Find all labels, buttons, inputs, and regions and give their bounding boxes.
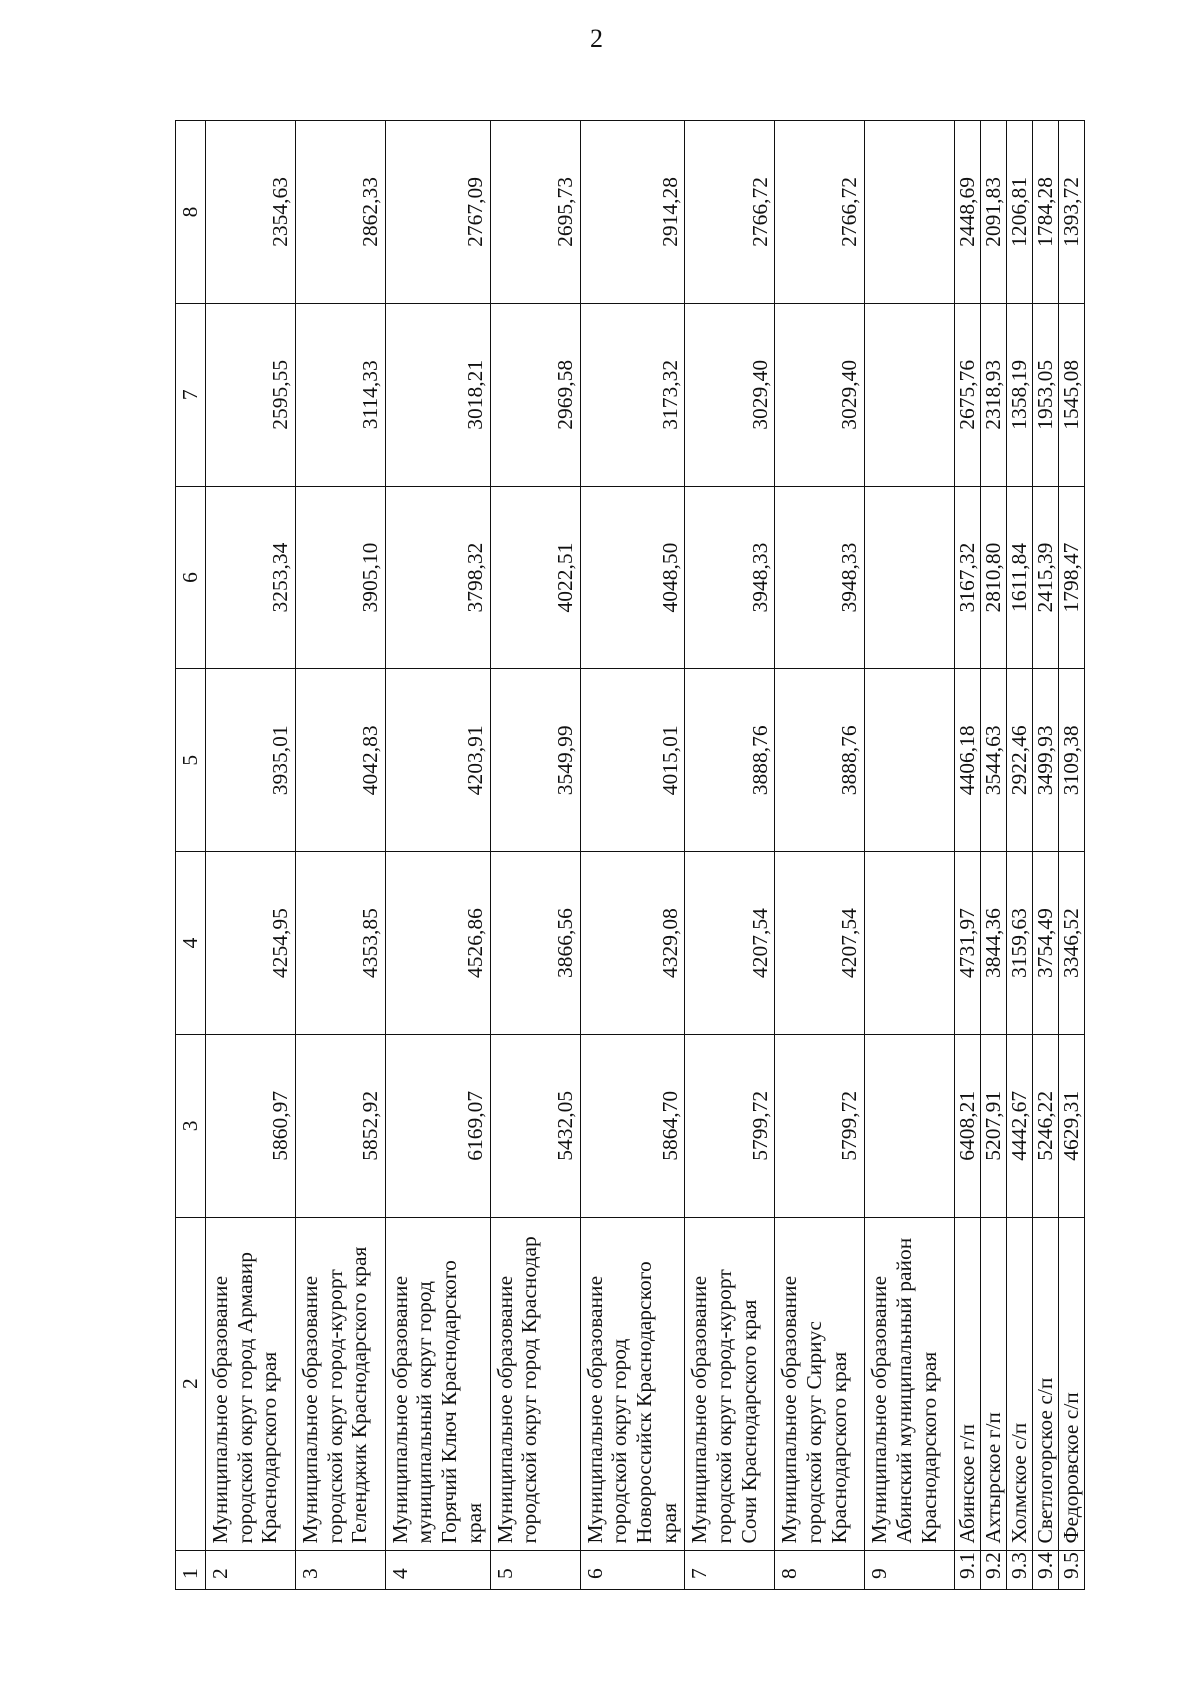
row-number-cell: 3	[295, 1550, 385, 1589]
row-number-cell: 4	[385, 1550, 490, 1589]
row-number-cell: 5	[490, 1550, 580, 1589]
value-cell	[865, 852, 955, 1035]
row-number-cell: 9	[865, 1550, 955, 1589]
table-row	[685, 121, 775, 1590]
table-header-row	[176, 121, 206, 1590]
municipality-name-cell: Муниципальное образование городской округ город-курорт Геленджик Краснодарского края	[295, 1217, 385, 1550]
municipality-name-cell: Муниципальное образование городской округ город-курорт Сочи Краснодарского края	[685, 1217, 775, 1550]
value-cell: 5432,05	[490, 1034, 580, 1217]
value-cell: 1545,08	[1058, 303, 1084, 486]
value-cell: 4203,91	[385, 669, 490, 852]
tariff-table-container	[175, 120, 1085, 1590]
value-cell: 4015,01	[580, 669, 685, 852]
table-row	[775, 121, 865, 1590]
value-cell: 3948,33	[775, 486, 865, 669]
value-cell: 4207,54	[685, 852, 775, 1035]
value-cell: 3029,40	[685, 303, 775, 486]
value-cell: 2767,09	[385, 121, 490, 304]
table-row	[206, 121, 296, 1590]
row-number-cell: 7	[685, 1550, 775, 1589]
value-cell: 2595,55	[206, 303, 296, 486]
value-cell: 6169,07	[385, 1034, 490, 1217]
table-row	[1058, 121, 1084, 1590]
value-cell: 2448,69	[955, 121, 981, 304]
value-cell: 3253,34	[206, 486, 296, 669]
value-cell: 3549,99	[490, 669, 580, 852]
value-cell: 5207,91	[981, 1034, 1007, 1217]
row-number-cell: 9.5	[1058, 1550, 1084, 1589]
value-cell: 3798,32	[385, 486, 490, 669]
value-cell: 4353,85	[295, 852, 385, 1035]
row-number-cell: 9.2	[981, 1550, 1007, 1589]
value-cell: 2766,72	[775, 121, 865, 304]
page-number: 2	[590, 24, 603, 53]
value-cell: 3754,49	[1032, 852, 1058, 1035]
value-cell: 2766,72	[685, 121, 775, 304]
column-header: 3	[176, 1034, 206, 1217]
value-cell: 2914,28	[580, 121, 685, 304]
table-row	[1007, 121, 1033, 1590]
municipality-name-cell: Абинское г/п	[955, 1217, 981, 1550]
value-cell: 3167,32	[955, 486, 981, 669]
value-cell: 3844,36	[981, 852, 1007, 1035]
value-cell: 5864,70	[580, 1034, 685, 1217]
value-cell: 1358,19	[1007, 303, 1033, 486]
value-cell	[865, 486, 955, 669]
value-cell: 4254,95	[206, 852, 296, 1035]
municipality-name-cell: Муниципальное образование городской округ город Армавир Краснодарского края	[206, 1217, 296, 1550]
municipality-name-cell: Ахтырское г/п	[981, 1217, 1007, 1550]
table-row	[1032, 121, 1058, 1590]
row-number-cell: 9.3	[1007, 1550, 1033, 1589]
value-cell: 2318,93	[981, 303, 1007, 486]
municipality-name-cell: Муниципальное образование городской округ город Краснодар	[490, 1217, 580, 1550]
row-number-cell: 8	[775, 1550, 865, 1589]
value-cell: 1953,05	[1032, 303, 1058, 486]
value-cell: 3159,63	[1007, 852, 1033, 1035]
municipality-name-cell: Муниципальное образование муниципальный округ город Горячий Ключ Краснодарского края	[385, 1217, 490, 1550]
value-cell: 5246,22	[1032, 1034, 1058, 1217]
municipality-name-cell: Холмское с/п	[1007, 1217, 1033, 1550]
value-cell: 3109,38	[1058, 669, 1084, 852]
value-cell: 4526,86	[385, 852, 490, 1035]
value-cell: 3888,76	[685, 669, 775, 852]
value-cell: 2810,80	[981, 486, 1007, 669]
value-cell: 2862,33	[295, 121, 385, 304]
value-cell: 3905,10	[295, 486, 385, 669]
value-cell: 3173,32	[580, 303, 685, 486]
value-cell: 2695,73	[490, 121, 580, 304]
value-cell: 1784,28	[1032, 121, 1058, 304]
value-cell: 2091,83	[981, 121, 1007, 304]
value-cell: 4042,83	[295, 669, 385, 852]
value-cell	[865, 121, 955, 304]
value-cell: 3888,76	[775, 669, 865, 852]
column-header: 5	[176, 669, 206, 852]
column-header: 4	[176, 852, 206, 1035]
value-cell: 4048,50	[580, 486, 685, 669]
table-row	[865, 121, 955, 1590]
row-number-cell: 9.4	[1032, 1550, 1058, 1589]
municipality-name-cell: Муниципальное образование городской округ город Новороссийск Краснодарского края	[580, 1217, 685, 1550]
value-cell: 4207,54	[775, 852, 865, 1035]
value-cell: 3544,63	[981, 669, 1007, 852]
value-cell: 1206,81	[1007, 121, 1033, 304]
value-cell: 3018,21	[385, 303, 490, 486]
column-header: 2	[176, 1217, 206, 1550]
value-cell: 4442,67	[1007, 1034, 1033, 1217]
value-cell: 2415,39	[1032, 486, 1058, 669]
table-row	[490, 121, 580, 1590]
value-cell: 5799,72	[685, 1034, 775, 1217]
row-number-cell: 9.1	[955, 1550, 981, 1589]
value-cell: 2354,63	[206, 121, 296, 304]
table-row	[385, 121, 490, 1590]
value-cell: 4406,18	[955, 669, 981, 852]
value-cell: 3948,33	[685, 486, 775, 669]
municipality-name-cell: Муниципальное образование городской округ Сириус Краснодарского края	[775, 1217, 865, 1550]
value-cell: 6408,21	[955, 1034, 981, 1217]
value-cell: 2922,46	[1007, 669, 1033, 852]
value-cell: 3029,40	[775, 303, 865, 486]
municipality-name-cell: Федоровское с/п	[1058, 1217, 1084, 1550]
municipality-name-cell: Муниципальное образование Абинский муниципальный район Краснодарского края	[865, 1217, 955, 1550]
column-header: 8	[176, 121, 206, 304]
table-row	[580, 121, 685, 1590]
column-header: 1	[176, 1550, 206, 1589]
municipality-name-cell: Светлогорское с/п	[1032, 1217, 1058, 1550]
value-cell: 4022,51	[490, 486, 580, 669]
value-cell: 2675,76	[955, 303, 981, 486]
value-cell: 5852,92	[295, 1034, 385, 1217]
column-header: 7	[176, 303, 206, 486]
row-number-cell: 2	[206, 1550, 296, 1589]
value-cell: 3935,01	[206, 669, 296, 852]
value-cell: 5860,97	[206, 1034, 296, 1217]
value-cell: 4731,97	[955, 852, 981, 1035]
value-cell: 1611,84	[1007, 486, 1033, 669]
value-cell: 3114,33	[295, 303, 385, 486]
value-cell: 4629,31	[1058, 1034, 1084, 1217]
table-row	[955, 121, 981, 1590]
value-cell: 2969,58	[490, 303, 580, 486]
value-cell: 5799,72	[775, 1034, 865, 1217]
value-cell: 3346,52	[1058, 852, 1084, 1035]
table-row	[295, 121, 385, 1590]
row-number-cell: 6	[580, 1550, 685, 1589]
value-cell: 3866,56	[490, 852, 580, 1035]
value-cell	[865, 669, 955, 852]
value-cell: 4329,08	[580, 852, 685, 1035]
value-cell	[865, 303, 955, 486]
column-header: 6	[176, 486, 206, 669]
value-cell	[865, 1034, 955, 1217]
value-cell: 1393,72	[1058, 121, 1084, 304]
table-row	[981, 121, 1007, 1590]
value-cell: 1798,47	[1058, 486, 1084, 669]
tariff-table	[175, 120, 1085, 1590]
value-cell: 3499,93	[1032, 669, 1058, 852]
